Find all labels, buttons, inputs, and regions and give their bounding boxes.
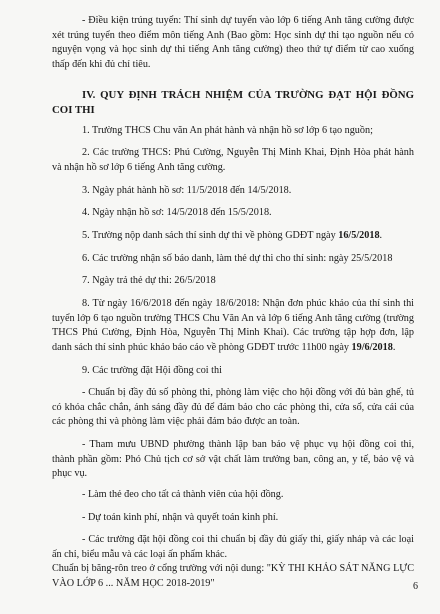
bullet-rooms: - Chuẩn bị đầy đủ số phòng thi, phòng làm việc cho hội đồng với đủ bàn ghế, tủ có khóa chắc chắn, ánh sáng đầy đủ để đảm bảo cho các phòng thi, cửa sổ, cửa cái của các phòng thi và phòng làm việc phải đảm bảo được an toàn. <box>52 387 414 428</box>
banner-instruction: Chuẩn bị băng-rôn treo ở cổng trường với nội dung: "KỲ THI KHẢO SÁT NĂNG LỰC VÀO LỚP 6 ... NĂM HỌC 2018-2019" <box>52 563 414 589</box>
bullet-budget: - Dự toán kinh phí, nhận và quyết toán kinh phí. <box>82 512 279 523</box>
bullet-materials: - Các trường đặt hội đồng coi thi chuẩn bị đầy đủ giấy thi, giấy nháp và các loại ấn chỉ, biểu mẫu và các loại ấn phẩm khác. <box>52 534 414 560</box>
item-3: 3. Ngày phát hành hồ sơ: 11/5/2018 đến 14/5/2018. <box>82 185 292 196</box>
section-iv-heading: IV. QUY ĐỊNH TRÁCH NHIỆM CỦA TRƯỜNG ĐẠT HỘI ĐỒNG COI THI <box>52 89 414 116</box>
item-7: 7. Ngày trả thẻ dự thi: 26/5/2018 <box>82 275 216 286</box>
item-5 <box>52 229 414 244</box>
item-8-text: 8. Từ ngày 16/6/2018 đến ngày 18/6/2018: Nhận đơn phúc khảo của thí sinh thi tuyển lớp 6 tạo nguồn trường THCS Chu Văn An và lớp 6 tiếng Anh tăng cường (trường THCS Phú Cường, Định Hòa, Nguyễn Thị Minh Khai). Các trường tập hợp đơn, lập danh sách thí sinh phúc khảo báo cáo về phòng GDĐT trước 11h00 ngày <box>52 298 414 353</box>
item-6: 6. Các trường nhận số báo danh, làm thẻ dự thi cho thí sinh: ngày 25/5/2018 <box>82 253 393 264</box>
item-2: 2. Các trường THCS: Phú Cường, Nguyễn Thị Minh Khai, Định Hòa phát hành và nhận hồ sơ lớp 6 tiếng Anh tăng cường. <box>52 147 414 173</box>
item-1: 1. Trường THCS Chu văn An phát hành và nhận hồ sơ lớp 6 tạo nguồn; <box>82 125 373 136</box>
item-8 <box>52 297 414 355</box>
bullet-security-board: - Tham mưu UBND phường thành lập ban bảo vệ phục vụ hội đồng coi thi, thành phần gồm: Phó Chủ tịch cơ sở vật chất làm trưởng ban, công an, y tế, bảo vệ và phục vụ. <box>52 439 414 480</box>
item-9: 9. Các trường đặt Hội đồng coi thi <box>82 365 222 376</box>
item-5-text: 5. Trường nộp danh sách thí sinh dự thi về phòng GDĐT ngày <box>82 230 339 241</box>
item-8-date: 19/6/2018 <box>351 341 393 353</box>
admission-criteria-paragraph: - Điều kiện trúng tuyển: Thí sinh dự tuyển vào lớp 6 tiếng Anh tăng cường được xét trúng tuyển theo điểm môn tiếng Anh (Bao gồm: Học sinh dự thi tạo nguồn nếu có nguyện vọng và học sinh dự thi tiếng Anh tăng cường) theo thứ tự điểm từ cao xuống thấp đến khi đủ chỉ tiêu. <box>52 15 414 70</box>
bullet-badges: - Làm thẻ đeo cho tất cả thành viên của hội đồng. <box>82 489 284 500</box>
item-5-date: 16/5/2018 <box>338 230 380 241</box>
page-number: 6 <box>413 581 418 592</box>
item-8-end: . <box>392 341 396 353</box>
item-4: 4. Ngày nhận hồ sơ: 14/5/2018 đến 15/5/2018. <box>82 207 272 218</box>
item-5-end: . <box>379 230 383 241</box>
